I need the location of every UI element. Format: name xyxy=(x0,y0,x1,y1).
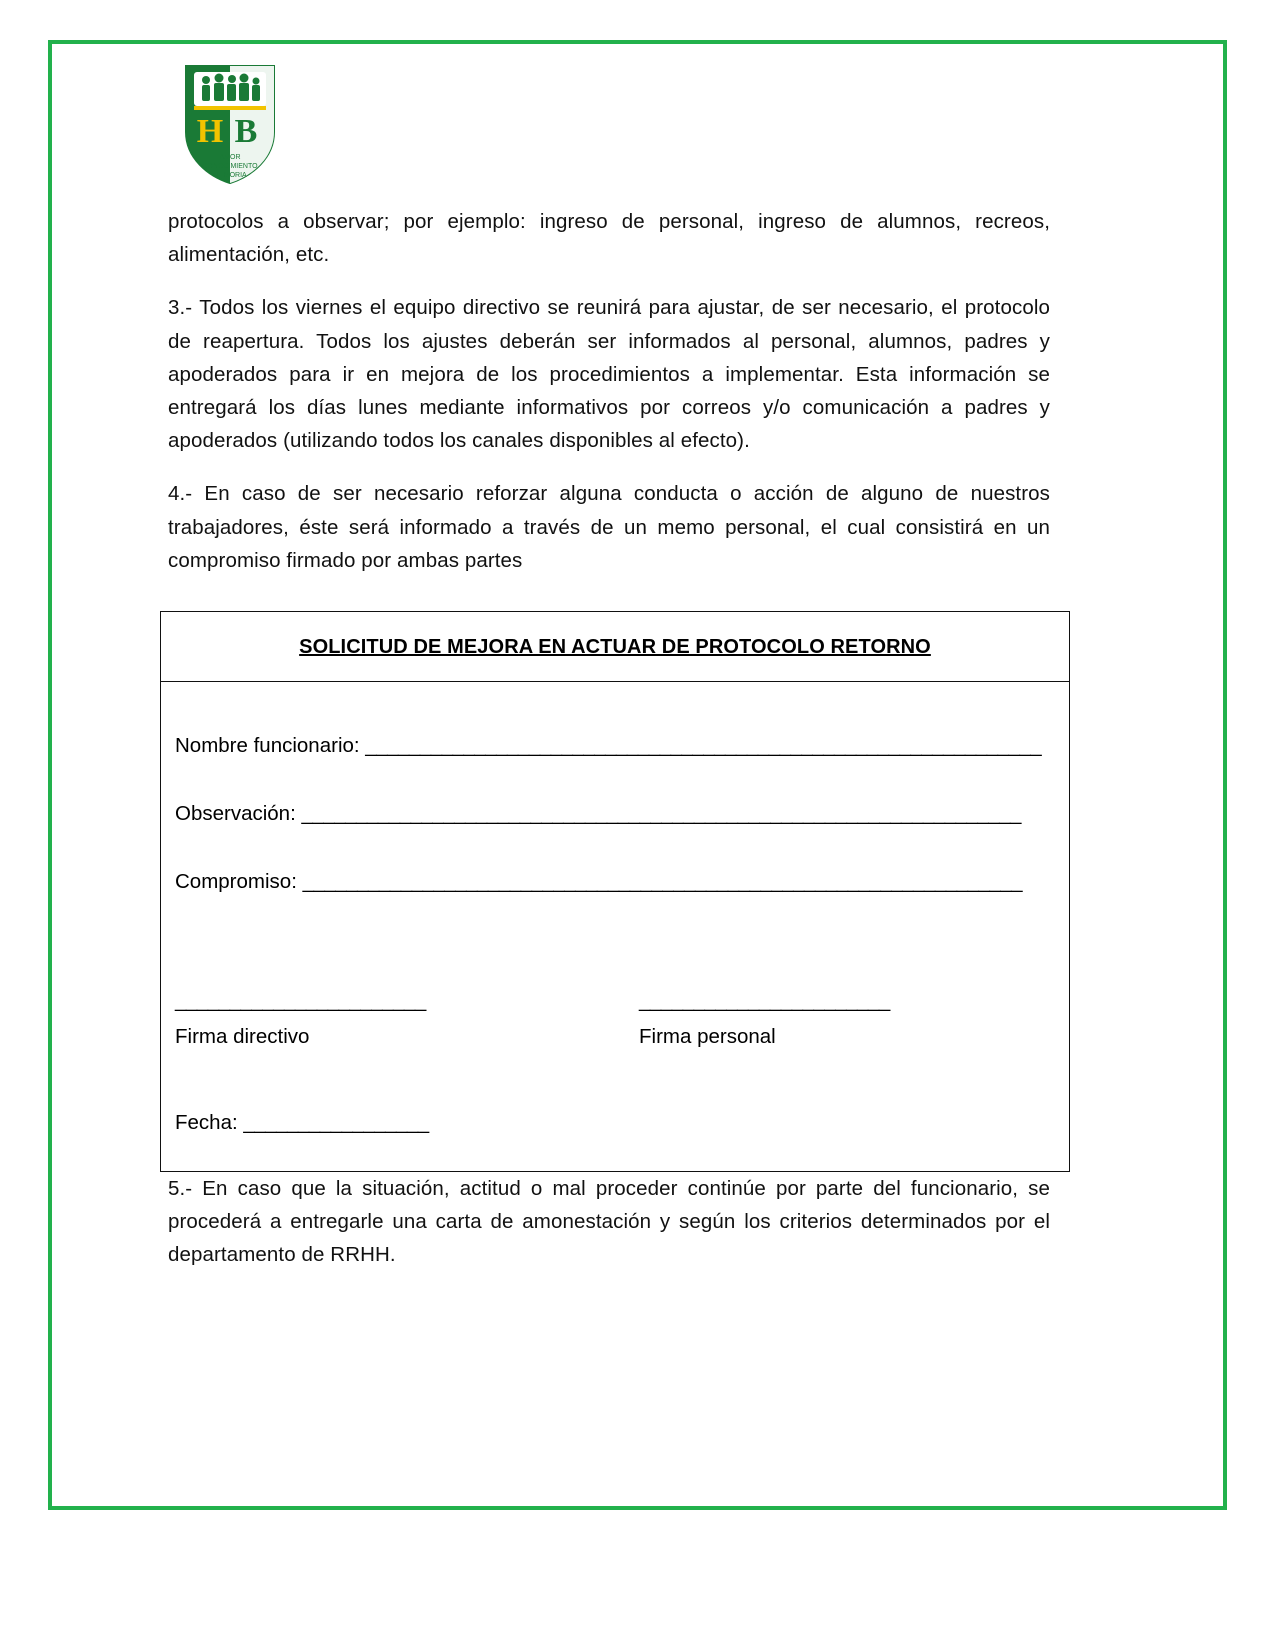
signature-rule-directivo: _______________________ xyxy=(175,989,426,1013)
signature-label-directivo: Firma directivo xyxy=(175,1024,310,1048)
document-content xyxy=(168,62,1050,1291)
form-title-cell xyxy=(161,612,1069,682)
field-line-fecha: _________________ xyxy=(243,1110,429,1134)
svg-text:AMOR: AMOR xyxy=(219,154,241,161)
field-fecha[interactable] xyxy=(175,1111,1055,1135)
paragraph-item-4: 4.- En caso de ser necesario reforzar alguna conducta o acción de alguno de nuestros trabajadores, éste será informado a través de un memo personal, el cual consistirá en un compromiso firmado por ambas partes xyxy=(168,482,1050,572)
field-label-fecha: Fecha: xyxy=(175,1110,244,1134)
signature-rule-personal: _______________________ xyxy=(639,989,890,1013)
signature-block-directivo[interactable] xyxy=(175,990,591,1049)
field-label-compromiso: Compromiso: xyxy=(175,870,303,894)
form-title: SOLICITUD DE MEJORA EN ACTUAR DE PROTOCOLO RETORNO xyxy=(299,636,931,659)
field-label-nombre: Nombre funcionario: xyxy=(175,734,366,758)
signature-block-personal[interactable] xyxy=(591,990,1055,1049)
svg-text:CONOCIMIENTO: CONOCIMIENTO xyxy=(202,163,258,170)
paragraph-item-3: 3.- Todos los viernes el equipo directivo se reunirá para ajustar, de ser necesario, el protocolo de reapertura. Todos los ajustes deberán ser informados al personal, alumnos, padres y apoderados para ir en mejora de los procedimientos a implementar. Esta información se entregará los días lunes mediante informativos por correos y/o comunicación a padres y apoderados (utilizando todos los canales disponibles al efecto). xyxy=(168,296,1050,453)
signature-area xyxy=(175,990,1055,1049)
field-observacion[interactable] xyxy=(175,802,1055,826)
svg-text:H: H xyxy=(196,113,224,150)
request-form-box xyxy=(160,611,1070,1172)
svg-text:MEMORIA: MEMORIA xyxy=(213,172,247,179)
field-label-observacion: Observación: xyxy=(175,802,302,826)
school-shield-logo xyxy=(180,62,280,187)
paragraph-item-5: 5.- En caso que la situación, actitud o mal proceder continúe por parte del funcionario, se procederá a entregarle una carta de amonestación y según los criterios determinados por el departamento de RRHH. xyxy=(168,1176,1050,1266)
field-line-observacion: __________________________________________________________________ xyxy=(301,802,1021,826)
field-line-compromiso: __________________________________________________________________ xyxy=(302,870,1023,894)
field-compromiso[interactable] xyxy=(175,870,1055,894)
field-line-nombre: ______________________________________________________________ xyxy=(365,734,1042,758)
signature-label-personal: Firma personal xyxy=(639,1024,776,1048)
form-body xyxy=(161,682,1069,1171)
field-nombre-funcionario[interactable] xyxy=(175,734,1055,758)
paragraph-intro: protocolos a observar; por ejemplo: ingreso de personal, ingreso de alumnos, recreos, alimentación, etc. xyxy=(168,210,1050,267)
svg-text:B: B xyxy=(234,113,258,150)
